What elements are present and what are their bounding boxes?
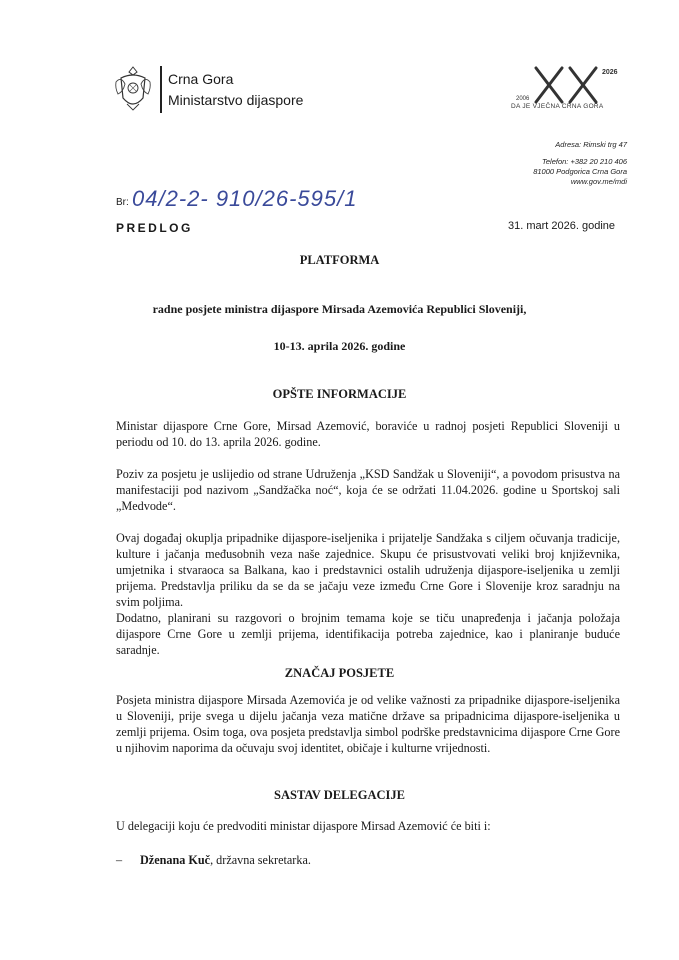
delegation-intro: U delegaciji koju će predvoditi ministar dijaspore Mirsad Azemović će biti i: xyxy=(116,819,491,833)
emblem-motto: DA JE VJEČNA CRNA GORA xyxy=(511,103,604,110)
paragraph: Ovaj događaj okuplja pripadnike dijaspore-iseljenika i prijatelje Sandžaka s ciljem očuvanja tradicije, kulture i jačanja međusobnih veza naše zajednice. Skupu će prisustvovati veliki broj književnika, umjetnika i stvaraoca sa Balkana, kao i predstavnici ostalih udruženja dijaspore-iseljenika u zemlji prijema. Predstavlja priliku da se da se jačaju veze između Crne Gore i Slovenije kroz saradnju na svim poljima. xyxy=(116,531,620,609)
address-city: 81000 Podgorica Crna Gora xyxy=(533,167,627,176)
document-date: 31. mart 2026. godine xyxy=(508,220,616,232)
member-name: Dženana Kuč xyxy=(140,853,211,867)
section-heading-significance: ZNAČAJ POSJETE xyxy=(284,666,395,680)
address-street: Adresa: Rimski trg 47 xyxy=(555,140,627,149)
br-number: 04/2-2- 910/26-595/1 xyxy=(132,186,358,211)
emblem-year-start: 2006 xyxy=(516,96,530,102)
header-divider xyxy=(160,66,162,113)
section-heading-general: OPŠTE INFORMACIJE xyxy=(272,387,407,401)
paragraph: Posjeta ministra dijaspore Mirsada Azemovića je od velike važnosti za pripadnike dijaspore-iseljenika u Sloveniji, prije svega u dijelu jačanja veza matične države sa pripadnicima dijaspore-iseljenika u zemlji prijema. Osim toga, ova posjeta predstavlja simbol podrške predstavnicima dijaspore Crne Gore u njihovim naporima da očuvaju svoj identitet, običaje i kulturne vrijednosti. xyxy=(116,693,620,755)
document-title: PLATFORMA xyxy=(299,253,380,267)
document-subtitle-1: radne posjete ministra dijaspore Mirsada Azemovića Republici Sloveniji, xyxy=(152,302,527,316)
br-label: Br: xyxy=(116,197,129,208)
section-heading-delegation: SASTAV DELEGACIJE xyxy=(274,788,405,802)
paragraph: Ministar dijaspore Crne Gore, Mirsad Azemović, boraviće u radnoj posjeti Republici Sloveniji u periodu od 10. do 13. aprila 2026. godine. xyxy=(116,419,620,449)
coat-of-arms-icon xyxy=(113,64,153,114)
paragraph: Poziv za posjetu je uslijedio od strane Udruženja „KSD Sandžak u Sloveniji“, a povodom prisustva na manifestaciji pod nazivom „Sandžačka noć“, koja će se održati 11.04.2026. godine u Sportskoj sali „Medvode“. xyxy=(116,467,620,513)
paragraph: Dodatno, planirani su razgovori o brojnim temama koje se tiču unapređenja i jačanja položaja dijaspore Crne Gore u zemlji prijema, identifikacija potreba zajednice, kao i planiranje buduće saradnje. xyxy=(116,611,620,657)
bullet-dash: – xyxy=(116,853,123,867)
delegation-member xyxy=(116,853,311,868)
address-web: www.gov.me/mdi xyxy=(570,177,627,186)
institution-ministry: Ministarstvo dijaspore xyxy=(168,92,304,108)
emblem-year-end: 2026 xyxy=(602,69,618,76)
status-label: PREDLOG xyxy=(116,221,193,235)
institution-country: Crna Gora xyxy=(168,71,234,87)
address-phone: Telefon: +382 20 210 406 xyxy=(541,157,627,166)
document-subtitle-2: 10-13. aprila 2026. godine xyxy=(273,339,406,353)
member-role: , državna sekretarka. xyxy=(210,853,311,867)
